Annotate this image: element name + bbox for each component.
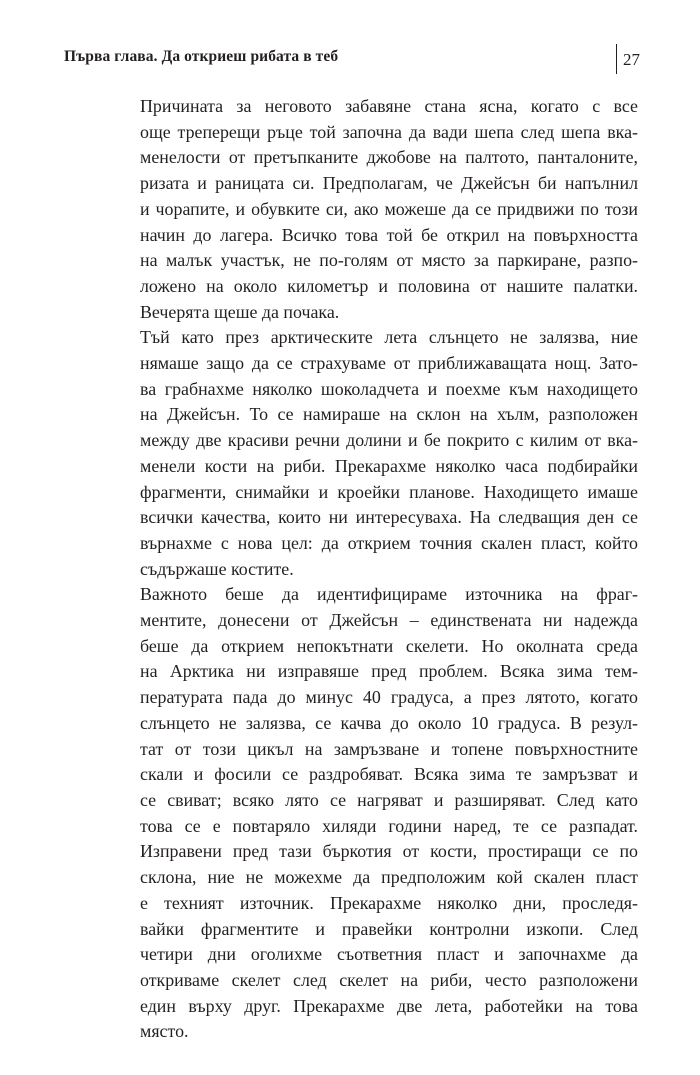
- text-line: склона, ние не можехме да предположим кой скален пласт: [140, 867, 638, 888]
- text-line: ментите, донесени от Джейсън – единствената ни надежда: [140, 610, 638, 631]
- text-line: на Арктика ни изправяше пред проблем. Всяка зима тем-: [140, 661, 638, 682]
- paragraph: [118, 582, 638, 1045]
- text-line: беше да открием непокътнати скелети. Но околната среда: [140, 635, 638, 656]
- text-line: съдържаше костите.: [140, 558, 294, 579]
- body-text: [118, 94, 638, 1045]
- text-line: Вечерята щеше да почака.: [140, 301, 340, 322]
- text-line: слънцето не залязва, се качва до около 10 градуса. В резул-: [140, 712, 638, 733]
- text-line: нямаше защо да се страхуваме от приближаващата нощ. Зато-: [140, 353, 638, 374]
- text-line: един върху друг. Прекарахме две лета, работейки на това: [140, 995, 638, 1016]
- text-line: менели кости на риби. Прекарахме няколко часа подбирайки: [140, 455, 638, 476]
- text-line: между две красиви речни долини и бе покрито с килим от вка-: [140, 430, 638, 451]
- text-line: и чорапите, и обувките си, ако можеше да се придвижи по този: [140, 198, 638, 219]
- text-line: ложено на около километър и половина от нашите палатки.: [140, 275, 638, 296]
- text-line: на Джейсън. То се намираше на склон на хълм, разположен: [140, 404, 638, 425]
- text-line: тат от този цикъл на замръзване и топене повърхностните: [140, 738, 638, 759]
- text-line: Важното беше да идентифицираме източника на фраг-: [140, 584, 638, 605]
- text-line: още треперещи ръце той започна да вади шепа след шепа вка-: [140, 121, 638, 142]
- text-line: Тъй като през арктическите лета слънцето не залязва, ние: [140, 327, 638, 348]
- text-line: Изправени пред тази бъркотия от кости, простиращи се по: [140, 841, 638, 862]
- text-line: четири дни оголихме съответния пласт и започнахме да: [140, 944, 638, 965]
- text-line: вайки фрагментите и правейки контролни изкопи. След: [140, 918, 638, 939]
- text-line: фрагменти, снимайки и кроейки планове. Находището имаше: [140, 481, 638, 502]
- text-line: място.: [140, 1021, 189, 1042]
- text-line: всички качества, които ни интересуваха. На следващия ден се: [140, 507, 638, 528]
- text-line: ризата и раницата си. Предполагам, че Джейсън би напълнил: [140, 173, 638, 194]
- text-line: менелости от претъпканите джобове на палтото, панталоните,: [140, 147, 638, 168]
- text-line: върнахме с нова цел: да открием точния скален пласт, който: [140, 532, 638, 553]
- text-line: начин до лагера. Всичко това той бе открил на повърхността: [140, 224, 638, 245]
- page-number: 27: [623, 50, 640, 69]
- text-line: това се е повтаряло хиляди години наред, те се разпадат.: [140, 815, 638, 836]
- text-line: се свиват; всяко лято се нагряват и разширяват. След като: [140, 789, 638, 810]
- text-line: е техният източник. Прекарахме няколко дни, проследя-: [140, 892, 638, 913]
- text-line: пературата пада до минус 40 градуса, а през лятото, когато: [140, 687, 638, 708]
- text-line: откриваме скелет след скелет на риби, често разположени: [140, 969, 638, 990]
- running-head: Първа глава. Да откриеш рибата в теб: [64, 48, 339, 65]
- paragraph: [118, 94, 638, 325]
- page-number-rule: [616, 44, 617, 74]
- text-line: Причината за неговото забавяне стана ясна, когато с все: [140, 96, 638, 116]
- paragraph: [118, 325, 638, 582]
- text-line: ва грабнахме няколко шоколадчета и поехме към находището: [140, 378, 638, 399]
- text-line: скали и фосили се раздробяват. Всяка зима те замръзват и: [140, 764, 638, 785]
- text-line: на малък участък, не по-голям от място за паркиране, разпо-: [140, 250, 638, 271]
